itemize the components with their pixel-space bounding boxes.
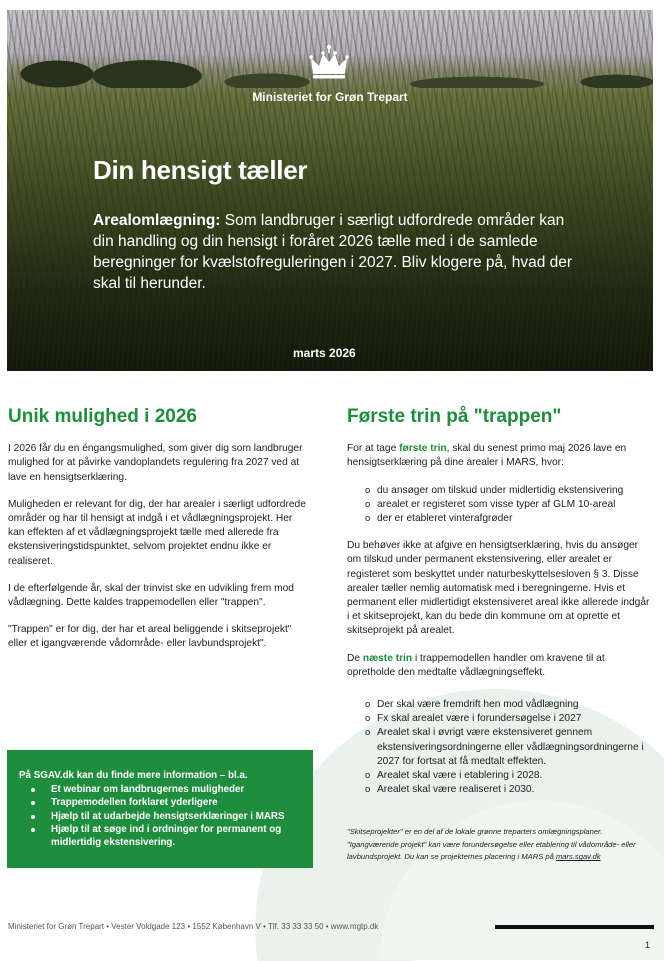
info-box-item: Et webinar om landbrugernes muligheder bbox=[31, 783, 301, 796]
info-box-item: Hjælp til at søge ind i ordninger for permanent og midlertidig ekstensivering. bbox=[31, 823, 301, 849]
publication-date: marts 2026 bbox=[293, 346, 356, 360]
first-step-highlight: første trin bbox=[399, 443, 447, 455]
page-number: 1 bbox=[645, 940, 651, 950]
right-paragraph-3 bbox=[347, 652, 653, 680]
left-paragraph: I 2026 får du en éngangsmulighed, som giver dig som landbruger mulighed for at påvirke vandoplandets regulering fra 2027 ved at lave en hensigtserklæring. bbox=[8, 443, 303, 483]
info-box-title: På SGAV.dk kan du finde mere information – bl.a. bbox=[19, 770, 248, 781]
footer-contact: Ministeriet for Grøn Trepart • Vester Voldgade 123 • 1552 København V • Tlf. 33 33 33 50 • www.mgtp.dk bbox=[8, 922, 379, 931]
hero-lead-text: Som landbruger i særligt udfordrede områder kan din handling og din hensigt i foråret 2026 tælle med i de samlede beregninger for kvælstofreguleringen i 2027. Bliv klogere på, hvad der skal til herunder. bbox=[93, 212, 573, 292]
list-item: o Arealet skal være i etablering i 2028. bbox=[365, 769, 653, 783]
requirement-list bbox=[347, 484, 653, 527]
list-item: o arealet er registeret som visse typer af GLM 10-areal bbox=[365, 498, 653, 512]
next-step-highlight: næste trin bbox=[362, 652, 413, 664]
ministry-name: Ministeriet for Grøn Trepart bbox=[252, 90, 408, 104]
list-item: o du ansøger om tilskud under midlertidig ekstensivering bbox=[365, 484, 653, 498]
page-title: Din hensigt tæller bbox=[93, 155, 308, 185]
list-item: o Arealet skal være realiseret i 2030. bbox=[365, 783, 653, 797]
right-heading: Første trin på "trappen" bbox=[347, 406, 562, 427]
info-box-list bbox=[19, 783, 301, 849]
right-p1-text: For at tage bbox=[347, 443, 400, 455]
right-p3-text: i trappemodellen handler om kravene til at opretholde den medtalte vådlægningseffekt. bbox=[347, 652, 605, 678]
list-item: o Arealet skal i øvrigt være ekstensiveret gennem ekstensiveringsordningerne eller vådlægningsordningerne i 2027 for fortsat at få medtalt effekten. bbox=[365, 726, 653, 769]
hero-lead-label: Arealomlægning: bbox=[93, 212, 221, 229]
right-column bbox=[347, 406, 653, 810]
info-box-item: Hjælp til at udarbejde hensigtserklæringer i MARS bbox=[31, 810, 301, 823]
left-column bbox=[8, 406, 308, 665]
right-p3-text: De bbox=[347, 652, 363, 664]
list-item: o Der skal være fremdrift hen mod vådlægning bbox=[365, 698, 653, 712]
info-box bbox=[7, 750, 313, 868]
hero-banner bbox=[7, 10, 653, 371]
left-paragraph: Muligheden er relevant for dig, der har arealer i særligt udfordrede områder og har til hensigt at indgå i et vådlægningsprojekt. Her kan effekten af et vådlægningsprojekt tælle med allerede fra ekstensiveringstidspunktet, selvom projektet endnu ikke er realiseret. bbox=[8, 498, 306, 567]
footnote-text: "Skitseprojekter" er en del af de lokale grønne treparters omlægningsplaner. "Igangværende projekt" kan være forundersøgelse eller etablering til vådområde- eller lavbundsprojekt. Du kan se projekternes placering i MARS på bbox=[347, 827, 636, 862]
list-item: o Fx skal arealet være i forundersøgelse i 2027 bbox=[365, 712, 653, 726]
next-steps-list bbox=[347, 698, 653, 797]
hero-lead bbox=[93, 210, 573, 294]
info-box-item: Trappemodellen forklaret yderligere bbox=[31, 796, 301, 809]
footnote bbox=[347, 826, 653, 864]
mars-link[interactable]: mars.sgav.dk bbox=[555, 852, 601, 862]
right-p1-text: , skal du senest primo maj 2026 lave en hensigtserklæring på dine arealer i MARS, hvor: bbox=[347, 443, 627, 469]
left-paragraph: I de efterfølgende år, skal der trinvist ske en udvikling frem mod vådlægning. Dette kaldes trappemodellen eller "trappen". bbox=[8, 582, 294, 609]
footer-divider bbox=[495, 925, 654, 929]
left-paragraph: "Trappen" er for dig, der har et areal beliggende i skitseprojekt" eller et igangværende vådområde- eller lavbundsprojekt". bbox=[8, 624, 292, 650]
right-paragraph-1 bbox=[347, 442, 653, 470]
crown-icon bbox=[309, 44, 349, 80]
right-paragraph-2: Du behøver ikke at afgive en hensigtserklæring, hvis du ansøger om tilskud under permanent ekstensivering, eller arealet er registeret som beskyttet under naturbeskyttelsesloven § 3. Disse arealer tæller nemlig automatisk med i beregningerne. Hvis et permanent eller midlertidigt ekstensiveret areal ikke allerede indgår i et skitseprojekt, kan du bede din kommune om at oprette et skitseprojekt på arealet. bbox=[347, 540, 650, 637]
list-item: o der er etableret vinterafgrøder bbox=[365, 512, 653, 526]
left-heading: Unik mulighed i 2026 bbox=[8, 406, 197, 427]
